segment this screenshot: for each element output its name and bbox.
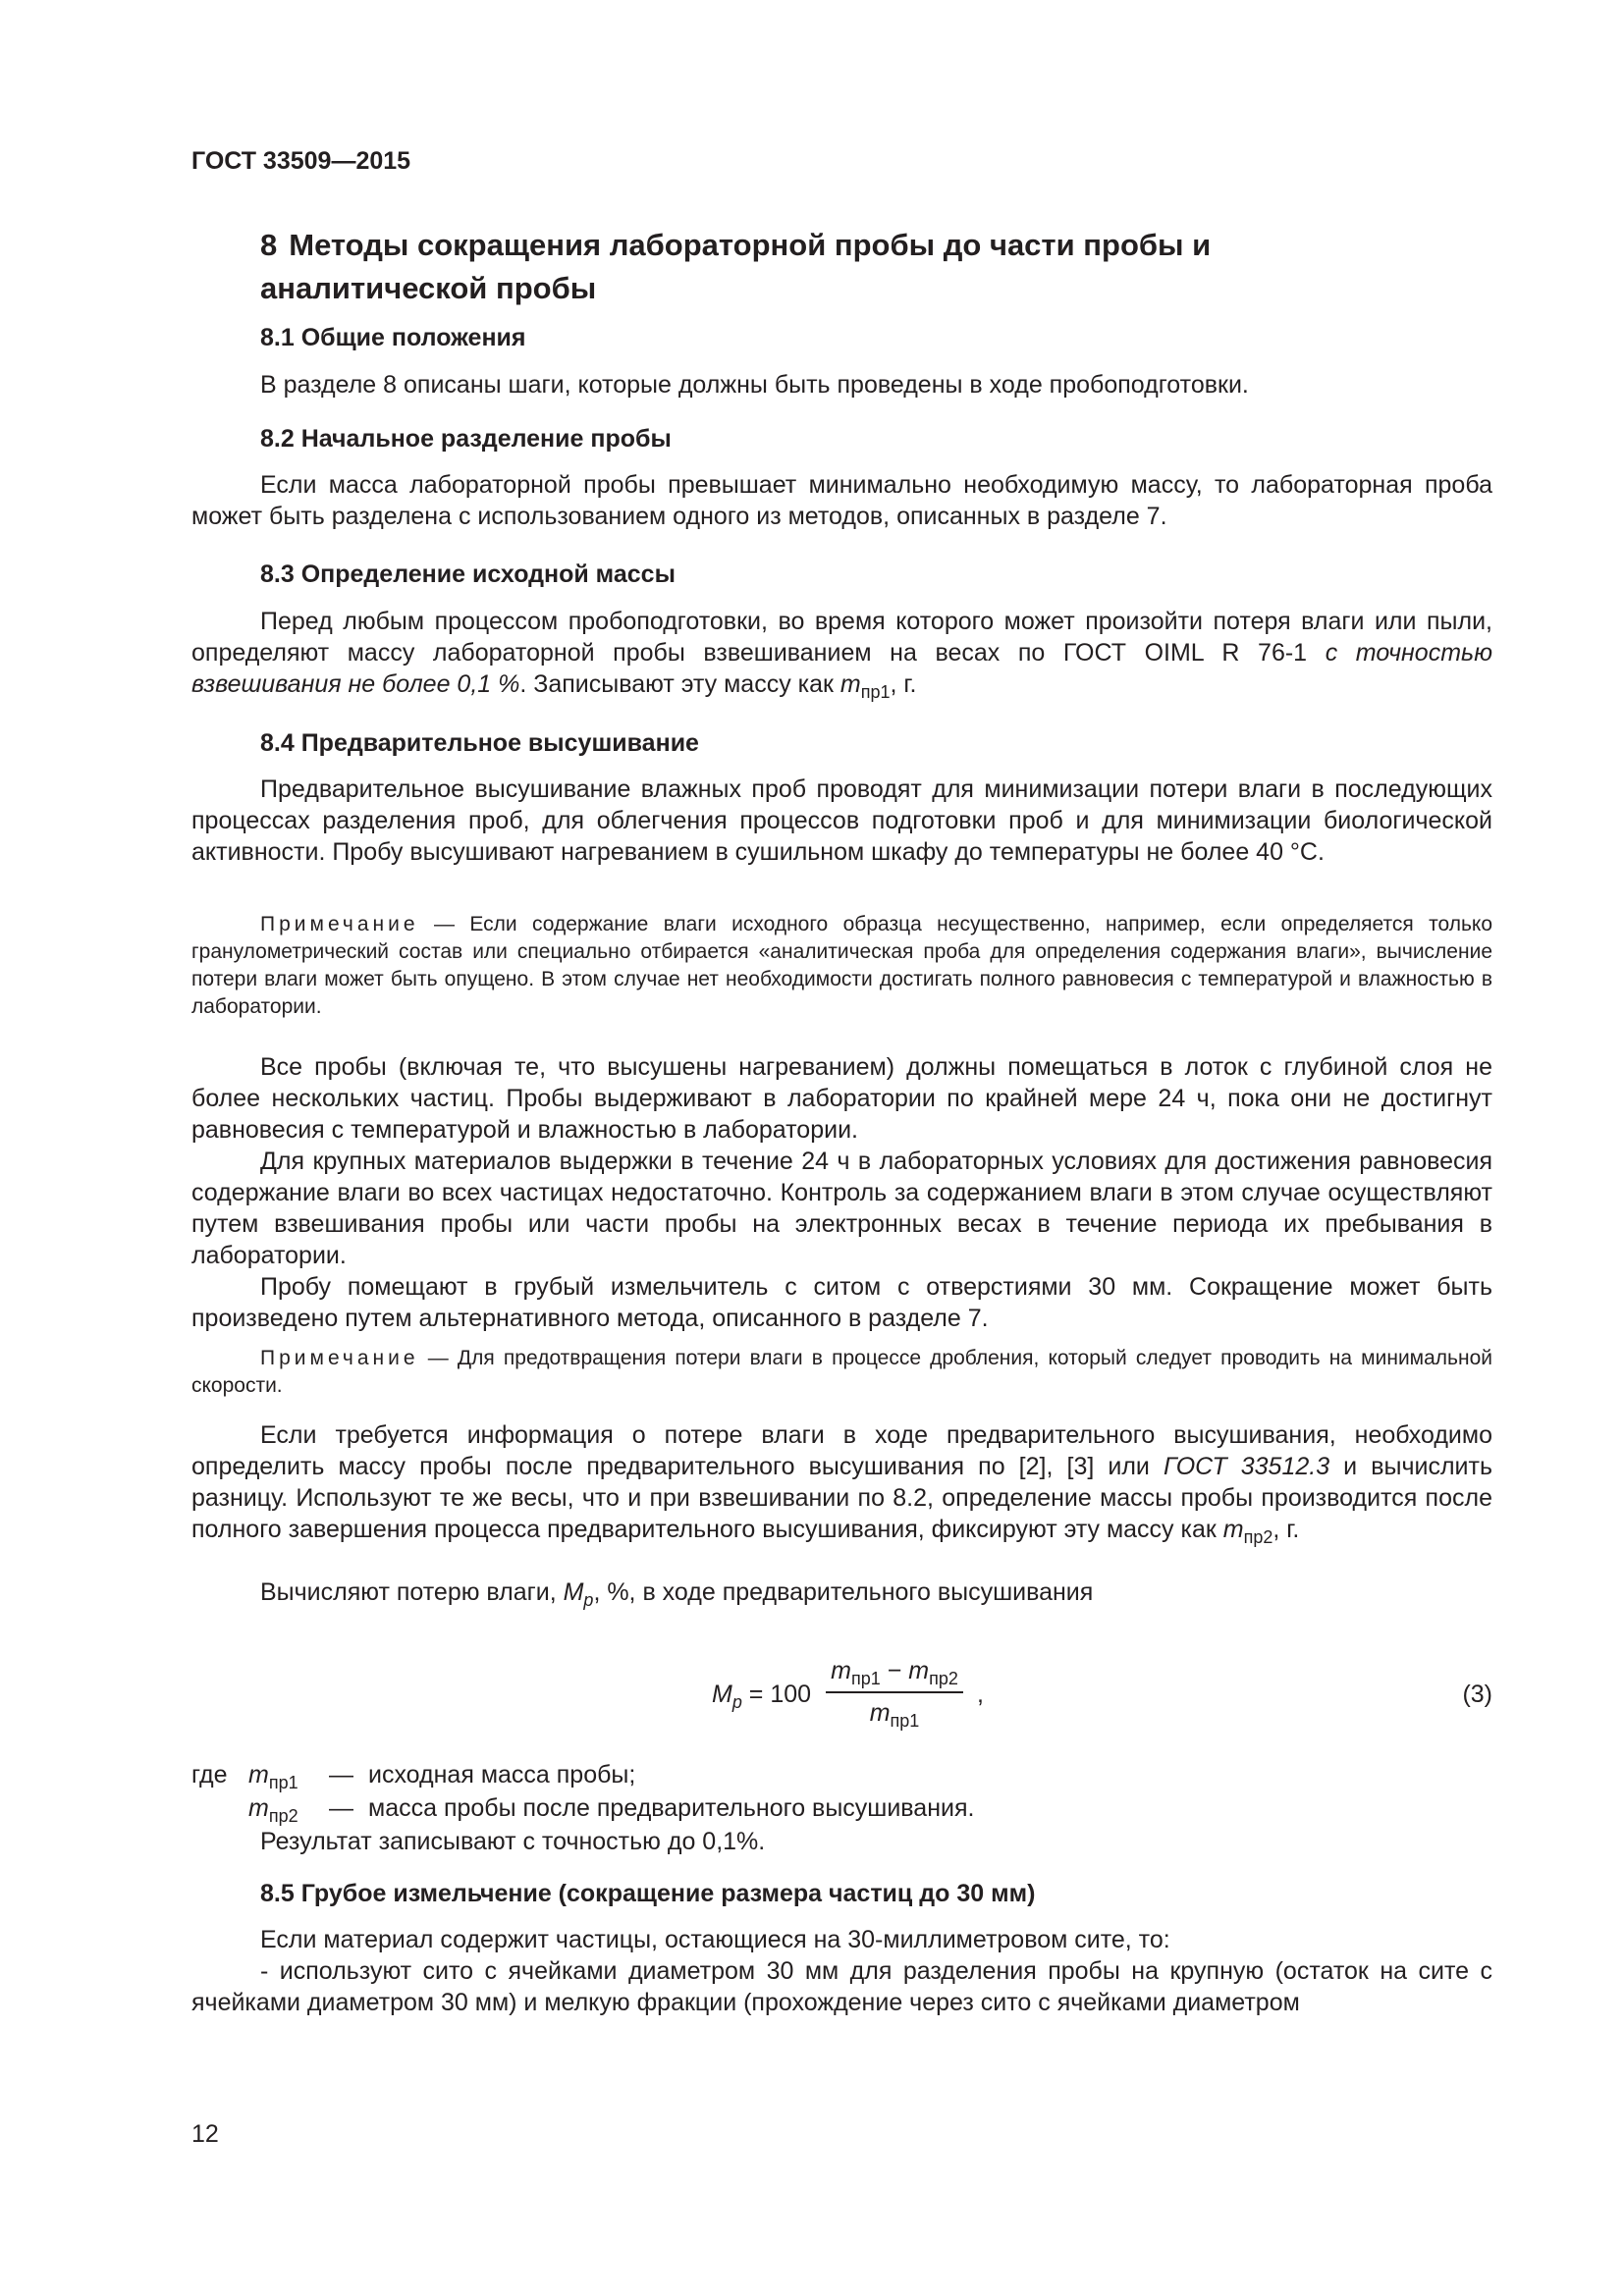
paragraph-8-4-5: Если требуется информация о потере влаги в ходе предварительного высушивания, необходимо определить массу пробы после предварительного высушивания по [2], [3] или ГОСТ 33512.3 и вычислить разницу. Используют те же весы, что и при взвешивании по 8.2, определение массы пробы производится после полного завершения процесса предварительного высушивания, фиксируют эту массу как $m_{пр2}$, г.: [191, 1421, 1492, 1547]
formula-number: (3): [1462, 1681, 1492, 1708]
formula-numerator: $m_{пр1} - m_{пр2}$: [831, 1657, 958, 1688]
formula-denominator: $m_{пр1}$: [869, 1699, 920, 1731]
heading-8-1: 8.1 Общие положения: [260, 324, 526, 351]
section-number: 8: [260, 228, 278, 262]
paragraph-8-4-6: Вычисляют потерю влаги, $M_p$, %, в ходе предварительного высушивания: [260, 1578, 1094, 1610]
formula-fraction: [822, 1657, 967, 1731]
note-label: Примечание: [260, 913, 419, 935]
accuracy-italic: с точностью взвешивания не более 0,1 %: [191, 639, 1492, 698]
formula-lhs: $M_p = 100$: [712, 1681, 812, 1712]
paragraph-8-1: В разделе 8 описаны шаги, которые должны быть проведены в ходе пробоподготовки.: [260, 371, 1249, 399]
paragraph-8-3: Перед любым процессом пробоподготовки, во время которого может произойти потеря влаги или пыли, определяют массу лабораторной пробы взвешиванием на весах по ГОСТ OIML R 76-1 с точностью взвешивания не более 0,1 %. Записывают эту массу как $m_{пр1}$, г.: [191, 608, 1492, 702]
heading-8-4: 8.4 Предварительное высушивание: [260, 729, 699, 757]
variable-legend: [191, 1759, 1492, 1857]
section-title: Методы сокращения лабораторной пробы до части пробы и аналитической пробы: [260, 228, 1212, 305]
heading-8-3: 8.3 Определение исходной массы: [260, 561, 676, 588]
paragraph-8-4-3: Для крупных материалов выдержки в течение 24 ч в лабораторных условиях для достижения равновесия содержание влаги во всех частицах недостаточно. Контроль за содержанием влаги в этом случае осуществляют путем взвешивания пробы или части пробы на электронных весах в течение периода их пребывания в лаборатории.: [191, 1148, 1492, 1269]
paragraph-8-5-2: - используют сито с ячейками диаметром 30 мм для разделения пробы на крупную (остаток на сите с ячейками диаметром 30 мм) и мелкую фракции (прохождение через сито с ячейками диаметром: [191, 1957, 1492, 2016]
paragraph-8-5-1: Если материал содержит частицы, остающиеся на 30-миллиметровом сите, то:: [260, 1926, 1170, 1953]
standard-code: ГОСТ 33509—2015: [191, 147, 411, 175]
heading-8-5: 8.5 Грубое измельчение (сокращение размера частиц до 30 мм): [260, 1880, 1036, 1907]
result-precision: Результат записывают с точностью до 0,1%.: [260, 1828, 766, 1855]
formula-3: $M_p = 100$ $m_{пр1} - m_{пр2}$ $m_{пр1}$ , (3): [712, 1657, 1492, 1731]
paragraph-8-2: Если масса лабораторной пробы превышает минимально необходимую массу, то лабораторная проба может быть разделена с использованием одного из методов, описанных в разделе 7.: [191, 471, 1492, 530]
legend-row: $m_{пр2}$ — масса пробы после предварительного высушивания.: [248, 1794, 975, 1826]
note-1: Примечание — Если содержание влаги исходного образца несущественно, например, если определяется только гранулометрический состав или специально отбирается «аналитическая проба для определения содержания влаги», вычисление потери влаги может быть опущено. В этом случае нет необходимости достигать полного равновесия с температурой и влажностью в лаборатории.: [191, 913, 1492, 1018]
heading-8-2: 8.2 Начальное разделение пробы: [260, 425, 672, 453]
page-number: 12: [191, 2120, 219, 2148]
paragraph-8-4-1: Предварительное высушивание влажных проб проводят для минимизации потери влаги в последующих процессах разделения проб, для облегчения процессов подготовки проб и для минимизации биологической активности. Пробу высушивают нагреванием в сушильном шкафу до температуры не более 40 °С.: [191, 775, 1492, 866]
paragraph-8-4-2: Все пробы (включая те, что высушены нагреванием) должны помещаться в лоток с глубиной слоя не более нескольких частиц. Пробы выдерживают в лаборатории по крайней мере 24 ч, пока они не достигнут равновесия с температурой и влажностью в лаборатории.: [191, 1053, 1492, 1144]
note-label: Примечание: [260, 1347, 419, 1369]
note-2: Примечание — Для предотвращения потери влаги в процессе дробления, который следует проводить на минимальной скорости.: [191, 1347, 1492, 1397]
paragraph-8-4-4: Пробу помещают в грубый измельчитель с ситом с отверстиями 30 мм. Сокращение может быть произведено путем альтернативного метода, описанного в разделе 7.: [191, 1273, 1492, 1332]
legend-row: где $m_{пр1}$ — исходная масса пробы;: [191, 1761, 636, 1792]
gost-reference-italic: ГОСТ 33512.3: [1163, 1453, 1330, 1480]
section-8-heading: [260, 224, 1438, 310]
document-page: [191, 0, 1492, 2296]
